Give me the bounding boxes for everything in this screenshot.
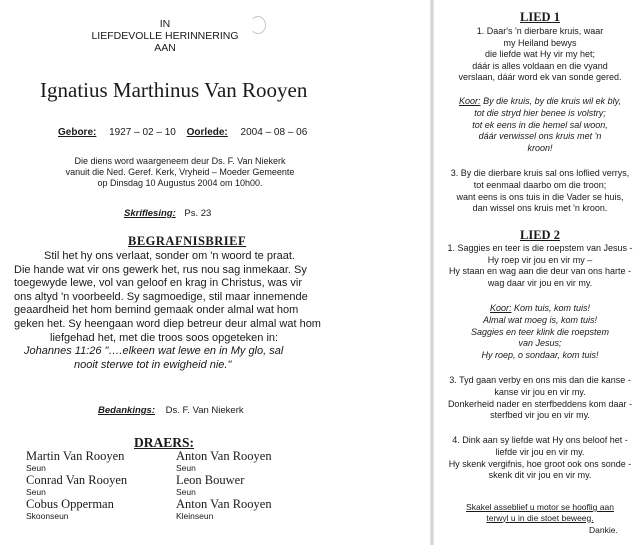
lyric-line: 1. Saggies en teer is die roepstem van Jesus -	[447, 243, 633, 253]
lyric-line: verslaan, dáár word ek van sonde gered.	[458, 72, 622, 83]
bedankings-row	[98, 405, 244, 416]
koor-label: Koor:	[489, 303, 512, 313]
header-aan: AAN	[154, 42, 176, 54]
lied1-koor	[440, 96, 640, 155]
lied2-verse1	[440, 243, 640, 289]
dates-row	[58, 127, 307, 138]
koor-line	[440, 96, 640, 108]
lyric-line: want eens is ons tuis in die Vader se huis,	[456, 191, 624, 202]
lyric-line: Hy staan en wag aan die deur van ons harte -	[448, 266, 632, 277]
draer-relation: Seun	[176, 487, 196, 497]
deceased-name: Ignatius Marthinus Van Rooyen	[40, 78, 308, 102]
lyric-line: wag daar vir jou en vir my.	[487, 277, 593, 288]
lyric-line: sterfbed vir jou en vir my.	[490, 410, 590, 421]
lyric-line: Donkerheid nader en sterfbeddens kom daar -	[447, 398, 633, 409]
lyric-line: tot die stryd hier benee is volstry;	[474, 107, 606, 118]
service-details	[40, 156, 320, 189]
brief-line: toegewyde lewe, vol van geloof en krag in Christus, was vir	[14, 277, 302, 290]
footer-line: terwyl u in die stoet beweeg.	[486, 512, 594, 523]
skriflesing-value: Ps. 23	[184, 208, 212, 219]
decorative-circle-mark	[250, 16, 266, 34]
lyric-line: my Heiland bewys	[503, 37, 577, 48]
lyric-line: Kom tuis, kom tuis!	[514, 303, 591, 313]
lied2-verse4	[440, 435, 640, 482]
footer-thanks: Dankie.	[589, 525, 618, 535]
draer-entry	[26, 473, 176, 497]
lyric-line: kroon!	[527, 143, 553, 154]
bedankings-value: Ds. F. Van Niekerk	[165, 405, 244, 416]
lyric-line: Saggies en teer klink die roepstem	[470, 326, 610, 337]
draer-relation: Skoonseun	[26, 511, 69, 521]
lyric-line: By die kruis, by die kruis wil ek bly,	[483, 96, 621, 106]
brief-line: Stil het hy ons verlaat, sonder om 'n woord te praat.	[44, 250, 295, 262]
koor-line	[440, 303, 640, 315]
draers-title: DRAERS:	[134, 435, 195, 450]
lied1-verse1	[440, 26, 640, 84]
lyric-line: 4. Dink aan sy liefde wat Hy ons beloof het -	[452, 435, 628, 445]
brief-line: geken het. Sy heengaan word diep betreur deur almal wat hom	[14, 317, 321, 330]
brief-line: Die hande wat vir ons gewerk het, rus nou sag inmekaar. Sy	[14, 263, 307, 276]
header-liefdevolle: LIEFDEVOLLE HERINNERING	[91, 30, 239, 42]
lyric-line: Almal wat moeg is, kom tuis!	[482, 314, 598, 325]
draer-name: Cobus Opperman	[26, 497, 114, 511]
footer-notice	[440, 502, 640, 523]
service-line-2: vanuit die Ned. Geref. Kerk, Vryheid – Moeder Gemeente	[65, 167, 295, 177]
draer-entry	[176, 497, 326, 521]
lyric-line: dáár is alles voldaan en die vyand	[472, 60, 608, 71]
skriflesing-row	[124, 208, 211, 219]
lyric-line: Hy roep vir jou en vir my –	[487, 254, 593, 265]
lied2-title: LIED 2	[520, 228, 560, 242]
draer-relation: Kleinseun	[176, 511, 214, 521]
lyric-line: 3. Tyd gaan verby en ons mis dan die kanse -	[449, 375, 631, 385]
service-line-3: op Dinsdag 10 Augustus 2004 om 10h00.	[97, 178, 263, 188]
draer-name: Leon Bouwer	[176, 473, 245, 487]
service-line-1: Die diens word waargeneem deur Ds. F. Van Niekerk	[74, 156, 286, 166]
lyric-line: dáár verwissel ons kruis met 'n	[478, 131, 602, 142]
lyric-line: skenk dit vir jou en vir my.	[488, 470, 592, 481]
lyric-line: kanse vir jou en vir my.	[494, 386, 586, 397]
draer-name: Martin Van Rooyen	[26, 449, 125, 463]
draer-relation: Seun	[26, 487, 46, 497]
draer-relation: Seun	[26, 463, 46, 473]
fold-divider	[430, 0, 434, 545]
bedankings-label: Bedankings:	[98, 405, 156, 416]
lyric-line: 1. Daar's 'n dierbare kruis, waar	[476, 26, 604, 36]
lyric-line: Hy skenk vergifnis, hoe groot ook ons sonde -	[448, 458, 632, 469]
draer-name: Anton Van Rooyen	[176, 449, 272, 463]
lied1-verse3	[440, 168, 640, 215]
lyric-line: Hy roep, o sondaar, kom tuis!	[481, 350, 599, 361]
oorlede-value: 2004 – 08 – 06	[240, 127, 308, 138]
lied1-title: LIED 1	[520, 10, 560, 24]
draer-entry	[26, 497, 176, 521]
brief-text	[14, 250, 349, 372]
footer-line: Skakel asseblief u motor se hooflig aan	[466, 502, 614, 512]
gebore-label: Gebore:	[58, 127, 97, 138]
draers-left-column	[26, 449, 176, 521]
memorial-header	[90, 18, 240, 54]
lyric-line: liefde vir jou en vir my.	[495, 446, 585, 457]
koor-label: Koor:	[459, 96, 481, 106]
draer-name: Anton Van Rooyen	[176, 497, 272, 511]
skriflesing-label: Skriflesing:	[124, 208, 176, 219]
bible-verse-line: nooit sterwe tot in ewigheid nie."	[74, 358, 232, 371]
lyric-line: 3. By die dierbare kruis sal ons loflied verrys,	[450, 168, 630, 178]
brief-line: liefgehad het, met die troos soos opgeteken in:	[50, 331, 279, 344]
brief-line: ons altyd 'n voorbeeld. Sy sagmoedige, stil maar innemende	[14, 290, 308, 303]
lyric-line: dan wissel ons kruis met 'n kroon.	[472, 203, 608, 214]
lyric-line: die liefde wat Hy vir my het;	[484, 49, 596, 60]
lyric-line: tot eenmaal daarbo om die troon;	[473, 179, 607, 190]
draer-entry	[176, 449, 326, 473]
oorlede-label: Oorlede:	[186, 127, 228, 138]
gebore-value: 1927 – 02 – 10	[109, 127, 176, 138]
bible-verse-line: Johannes 11:26 "….elkeen wat lewe en in My glo, sal	[24, 345, 284, 358]
header-in: IN	[159, 18, 171, 30]
draers-right-column	[176, 449, 326, 521]
draer-entry	[176, 473, 326, 497]
lied2-verse3	[440, 375, 640, 422]
draer-entry	[26, 449, 176, 473]
brief-title: BEGRAFNISBRIEF	[128, 234, 247, 248]
brief-line: geaardheid het hom bemind gemaak onder almal wat hom	[14, 304, 299, 317]
lied2-koor	[440, 303, 640, 362]
lyric-line: tot ek eens in die hemel sal woon,	[472, 119, 608, 130]
lyric-line: van Jesus;	[518, 338, 562, 349]
draer-name: Conrad Van Rooyen	[26, 473, 128, 487]
draer-relation: Seun	[176, 463, 196, 473]
